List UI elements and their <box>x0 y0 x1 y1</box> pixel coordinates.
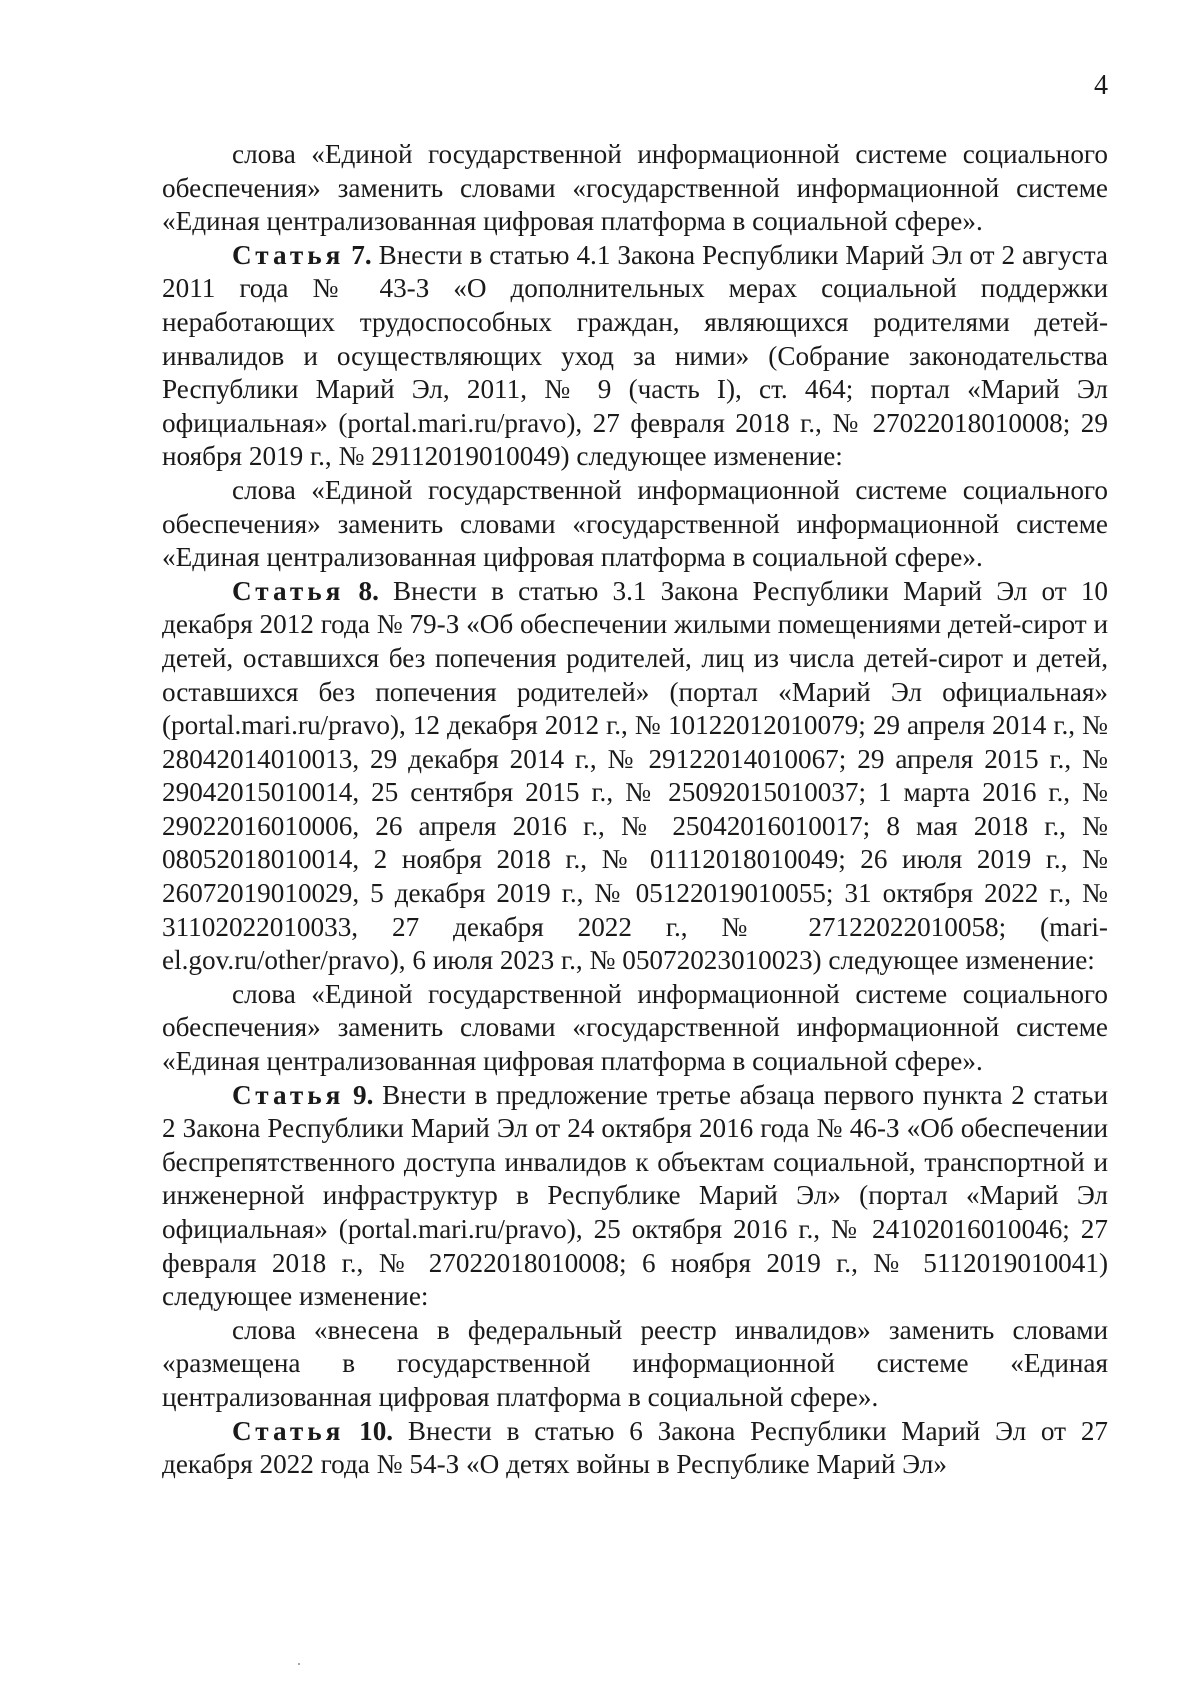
article-number: 9. <box>352 1079 374 1110</box>
paragraph-replacement-2 <box>162 474 1108 575</box>
article-label: Статья <box>232 575 345 606</box>
article-text: Внести в предложение третье абзаца первого пункта 2 статьи 2 Закона Республики Марий Эл от 24 октября 2016 года № 46-З «Об обеспечении беспрепятственного доступа инвалидов к объектам социальной, транспортной и инженерной инфраструктур в Республике Марий Эл» (портал «Марий Эл официальная» (portal.mari.ru/pravo), 25 октября 2016 г., № 24102016010046; 27 февраля 2018 г., № 27022018010008; 6 ноября 2019 г., № 5112019010041) следующее изменение: <box>162 1079 1109 1312</box>
article-text: Внести в статью 4.1 Закона Республики Марий Эл от 2 августа 2011 года № 43-З «О дополнительных мерах социальной поддержки неработающих трудоспособных граждан, являющихся родителями детей-инвалидов и осуществляющих уход за ними» (Собрание законодательства Республики Марий Эл, 2011, № 9 (часть I), ст. 464; портал «Марий Эл официальная» (portal.mari.ru/pravo), 27 февраля 2018 г., № 27022018010008; 29 ноября 2019 г., № 29112019010049) следующее изменение: <box>162 239 1108 472</box>
paragraph-replacement-1 <box>162 138 1108 239</box>
document-page <box>162 60 1108 1640</box>
paragraph-text: слова «Единой государственной информационной системе социального обеспечения» заменить словами «государственной информационной системе «Единая централизованная цифровая платформа в социальной сфере». <box>162 474 1108 573</box>
paragraph-text: слова «Единой государственной информационной системе социального обеспечения» заменить словами «государственной информационной системе «Единая централизованная цифровая платформа в социальной сфере». <box>162 978 1108 1077</box>
article-label: Статья <box>232 1415 345 1446</box>
article-number: 10. <box>359 1415 394 1446</box>
article-number: 7. <box>351 239 372 270</box>
paragraph-text: слова «внесена в федеральный реестр инвалидов» заменить словами «размещена в государственной информационной системе «Единая централизованная цифровая платформа в социальной сфере». <box>162 1314 1108 1412</box>
article-7 <box>162 239 1108 474</box>
document-body <box>162 138 1108 1482</box>
article-text: Внести в статью 3.1 Закона Республики Марий Эл от 10 декабря 2012 года № 79-З «Об обеспечении жилыми помещениями детей-сирот и детей, оставшихся без попечения родителей, лиц из числа детей-сирот и детей, оставшихся без попечения родителей» (портал «Марий Эл официальная» (portal.mari.ru/pravo), 12 декабря 2012 г., № 10122012010079; 29 апреля 2014 г., № 28042014010013, 29 декабря 2014 г., № 29122014010067; 29 апреля 2015 г., № 29042015010014, 25 сентября 2015 г., № 25092015010037; 1 марта 2016 г., № 29022016010006, 26 апреля 2016 г., № 25042016010017; 8 мая 2018 г., № 08052018010014, 2 ноября 2018 г., № 01112018010049; 26 июля 2019 г., № 26072019010029, 5 декабря 2019 г., № 05122019010055; 31 октября 2022 г., № 31102022010033, 27 декабря 2022 г., № 27122022010058; (mari-el.gov.ru/other/pravo), 6 июля 2023 г., № 05072023010023) следующее изменение: <box>162 575 1109 976</box>
article-label: Статья <box>232 1079 345 1110</box>
paragraph-text: слова «Единой государственной информационной системе социального обеспечения» заменить словами «государственной информационной системе «Единая централизованная цифровая платформа в социальной сфере». <box>162 139 1108 237</box>
paragraph-replacement-4 <box>162 1314 1108 1415</box>
scan-speck <box>298 1663 300 1665</box>
paragraph-replacement-3 <box>162 978 1108 1079</box>
page-number: 4 <box>1094 70 1108 101</box>
article-label: Статья <box>232 239 345 270</box>
article-8 <box>162 575 1108 978</box>
article-10 <box>162 1415 1108 1482</box>
article-number: 8. <box>358 575 379 606</box>
article-9 <box>162 1079 1108 1314</box>
article-text: Внести в статью 6 Закона Республики Марий Эл от 27 декабря 2022 года № 54-З «О детях войны в Республике Марий Эл» <box>162 1415 1109 1480</box>
